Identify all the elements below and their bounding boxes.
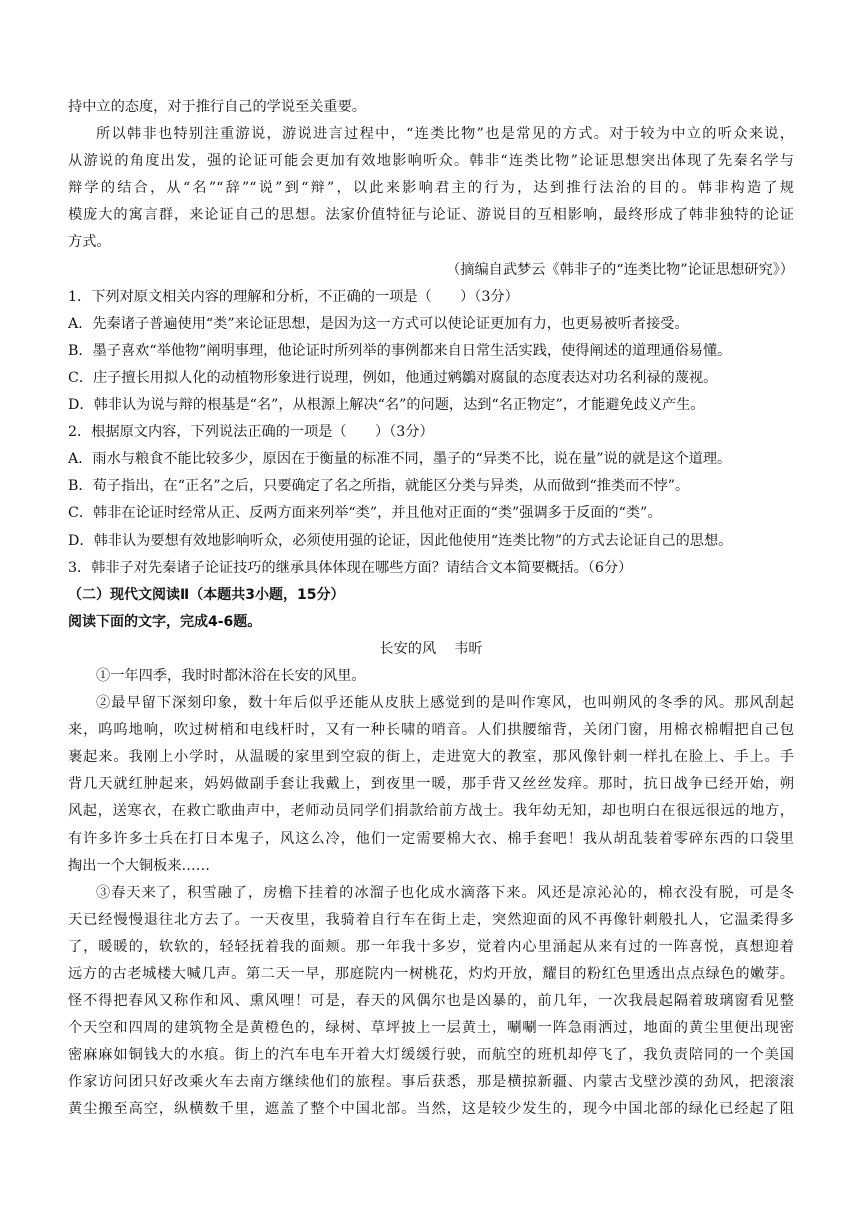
question-1 [68,284,794,419]
option-a: A．先秦诸子普遍使用“类”来论证思想，是因为这一方式可以使论证更加有力，也更易被听者接受。 [68,315,689,332]
option-a: A．雨水与粮食不能比较多少，原因在于衡量的标准不同，墨子的“异类不比，说在量”说的就是这个道理。 [68,451,732,468]
text-line: 风起，送寒衣，在救亡歌曲声中，老师动员同学们捐款给前方战士。我年幼无知，却也明白在很远很远的地方， [68,803,794,820]
text-line: 掏出一个大铜板来…… [68,857,210,874]
text-line: ②最早留下深刻印象，数十年后似乎还能从皮肤上感觉到的是叫作寒风，也叫朔风的冬季的风。那风刮起 [96,695,794,712]
text-line: 持中立的态度，对于推行自己的学说至关重要。 [68,99,366,115]
essay-title [68,636,794,663]
essay-paragraph-1 [68,663,794,690]
option-b: B．荀子指出，在“正名”之后，只要确定了名之所指，就能区分类与异类，从而做到“推类而不悖”。 [68,478,690,495]
essay-paragraph-3 [68,880,794,1124]
text-line: 裹起来。我刚上小学时，从温暖的家里到空寂的街上，走进宽大的教室，那风像针刺一样扎在脸上、手上。手 [68,749,794,766]
text-line: 来，呜呜地响，吹过树梢和电线杆时，又有一种长啸的哨音。人们拱腰缩背，关闭门窗，用棉衣棉帽把自己包 [68,722,794,739]
text-line: 有许多许多士兵在打日本鬼子，风这么冷，他们一定需要棉大衣、棉手套吧！我从胡乱装着零碎东西的口袋里 [68,830,794,847]
question-2 [68,419,794,554]
text-line: 从游说的角度出发，强的论证可能会更加有效地影响听众。韩非“连类比物”论证思想突出体现了先秦名学与 [68,153,794,170]
text-line: 个天空和四周的建筑物全是黄橙色的，绿树、草坪披上一层黄土，唰唰一阵急雨洒过，地面的黄尘里便出现密 [68,1020,794,1037]
text-line: 怪不得把春风又称作和风、熏风哩！可是，春天的风偶尔也是凶暴的，前几年，一次我晨起隔着玻璃窗看见整 [68,993,794,1010]
text-line: ①一年四季，我时时都沐浴在长安的风里。 [96,667,366,684]
question-stem: 2．根据原文内容，下列说法正确的一项是（ ）（3分） [68,424,434,441]
section-heading: （二）现代文阅读Ⅱ（本题共3小题，15分） [68,586,345,603]
section-instruction: 阅读下面的文字，完成4-6题。 [68,613,262,630]
essay-author: 韦昕 [454,640,483,657]
option-c: C．庄子擅长用拟人化的动植物形象进行说理，例如，他通过鹓鶵对腐鼠的态度表达对功名利禄的蔑视。 [68,369,718,386]
intro-paragraph-continuation [68,94,794,121]
question-stem: 3．韩非子对先秦诸子论证技巧的继承具体体现在哪些方面？请结合文本简要概括。（6分） [68,559,633,576]
text-line: ③春天来了，积雪融了，房檐下挂着的冰溜子也化成水滴落下来。风还是凉沁沁的，棉衣没有脱，可是冬 [96,884,794,901]
option-c: C．韩非在论证时经常从正、反两方面来列举“类”，并且他对正面的“类”强调多于反面的“类”。 [68,505,662,522]
text-line: 远方的古老城楼大喊几声。第二天一早，那庭院内一树桃花，灼灼开放，耀目的粉红色里透出点点绿色的嫩芽。 [68,966,794,982]
text-line: 所以韩非也特别注重游说，游说进言过程中，“连类比物”也是常见的方式。对于较为中立的听众来说， [96,126,794,143]
text-line: 天已经慢慢退往北方去了。一天夜里，我骑着自行车在街上走，突然迎面的风不再像针刺般扎人，它温柔得多 [68,911,794,928]
text-line: 方式。 [68,234,111,251]
intro-paragraph [68,121,794,256]
option-d: D．韩非认为说与辩的根基是“名”，从根源上解决“名”的问题，达到“名正物定”，才能避免歧义产生。 [68,397,705,414]
option-b: B．墨子喜欢“举他物”阐明事理，他论证时所列举的事例都来自日常生活实践，使得阐述的道理通俗易懂。 [68,342,732,359]
question-stem: 1．下列对原文相关内容的理解和分析，不正确的一项是（ ）（3分） [68,288,519,305]
text-line: 密麻麻如铜钱大的水痕。街上的汽车电车开着大灯缓缓行驶，而航空的班机却停飞了，我负责陪同的一个美国 [68,1047,794,1064]
text-line: 模庞大的寓言群，来论证自己的思想。法家价值特征与论证、游说目的互相影响，最终形成了韩非独特的论证 [68,207,794,224]
source-citation: （摘编自武梦云《韩非子的“连类比物”论证思想研究》） [446,261,794,278]
essay-paragraph-2 [68,690,794,880]
text-line: 作家访问团只好改乘火车去南方继续他们的旅程。事后获悉，那是横掠新疆、内蒙古戈壁沙漠的劲风，把滚滚 [68,1074,794,1091]
text-line: 辩学的结合，从“名”“辞”“说”到“辩”，以此来影响君主的行为，达到推行法治的目的。韩非构造了规 [68,180,794,197]
question-3 [68,555,794,582]
essay-title-text: 长安的风 [379,640,437,657]
option-d: D．韩非认为要想有效地影响听众，必须使用强的论证，因此他使用“连类比物”的方式去论证自己的思想。 [68,532,733,549]
text-line: 了，暖暖的，软软的，轻轻抚着我的面颊。那一年我十多岁，觉着内心里涌起从来有过的一阵喜悦，真想迎着 [68,938,794,955]
text-line: 黄尘搬至高空，纵横数千里，遮盖了整个中国北部。当然，这是较少发生的，现今中国北部的绿化已经起了阻 [68,1101,794,1118]
text-line: 背几天就红肿起来，妈妈做副手套让我戴上，到夜里一暖，那手背又丝丝发痒。那时，抗日战争已经开始，朔 [68,776,794,793]
